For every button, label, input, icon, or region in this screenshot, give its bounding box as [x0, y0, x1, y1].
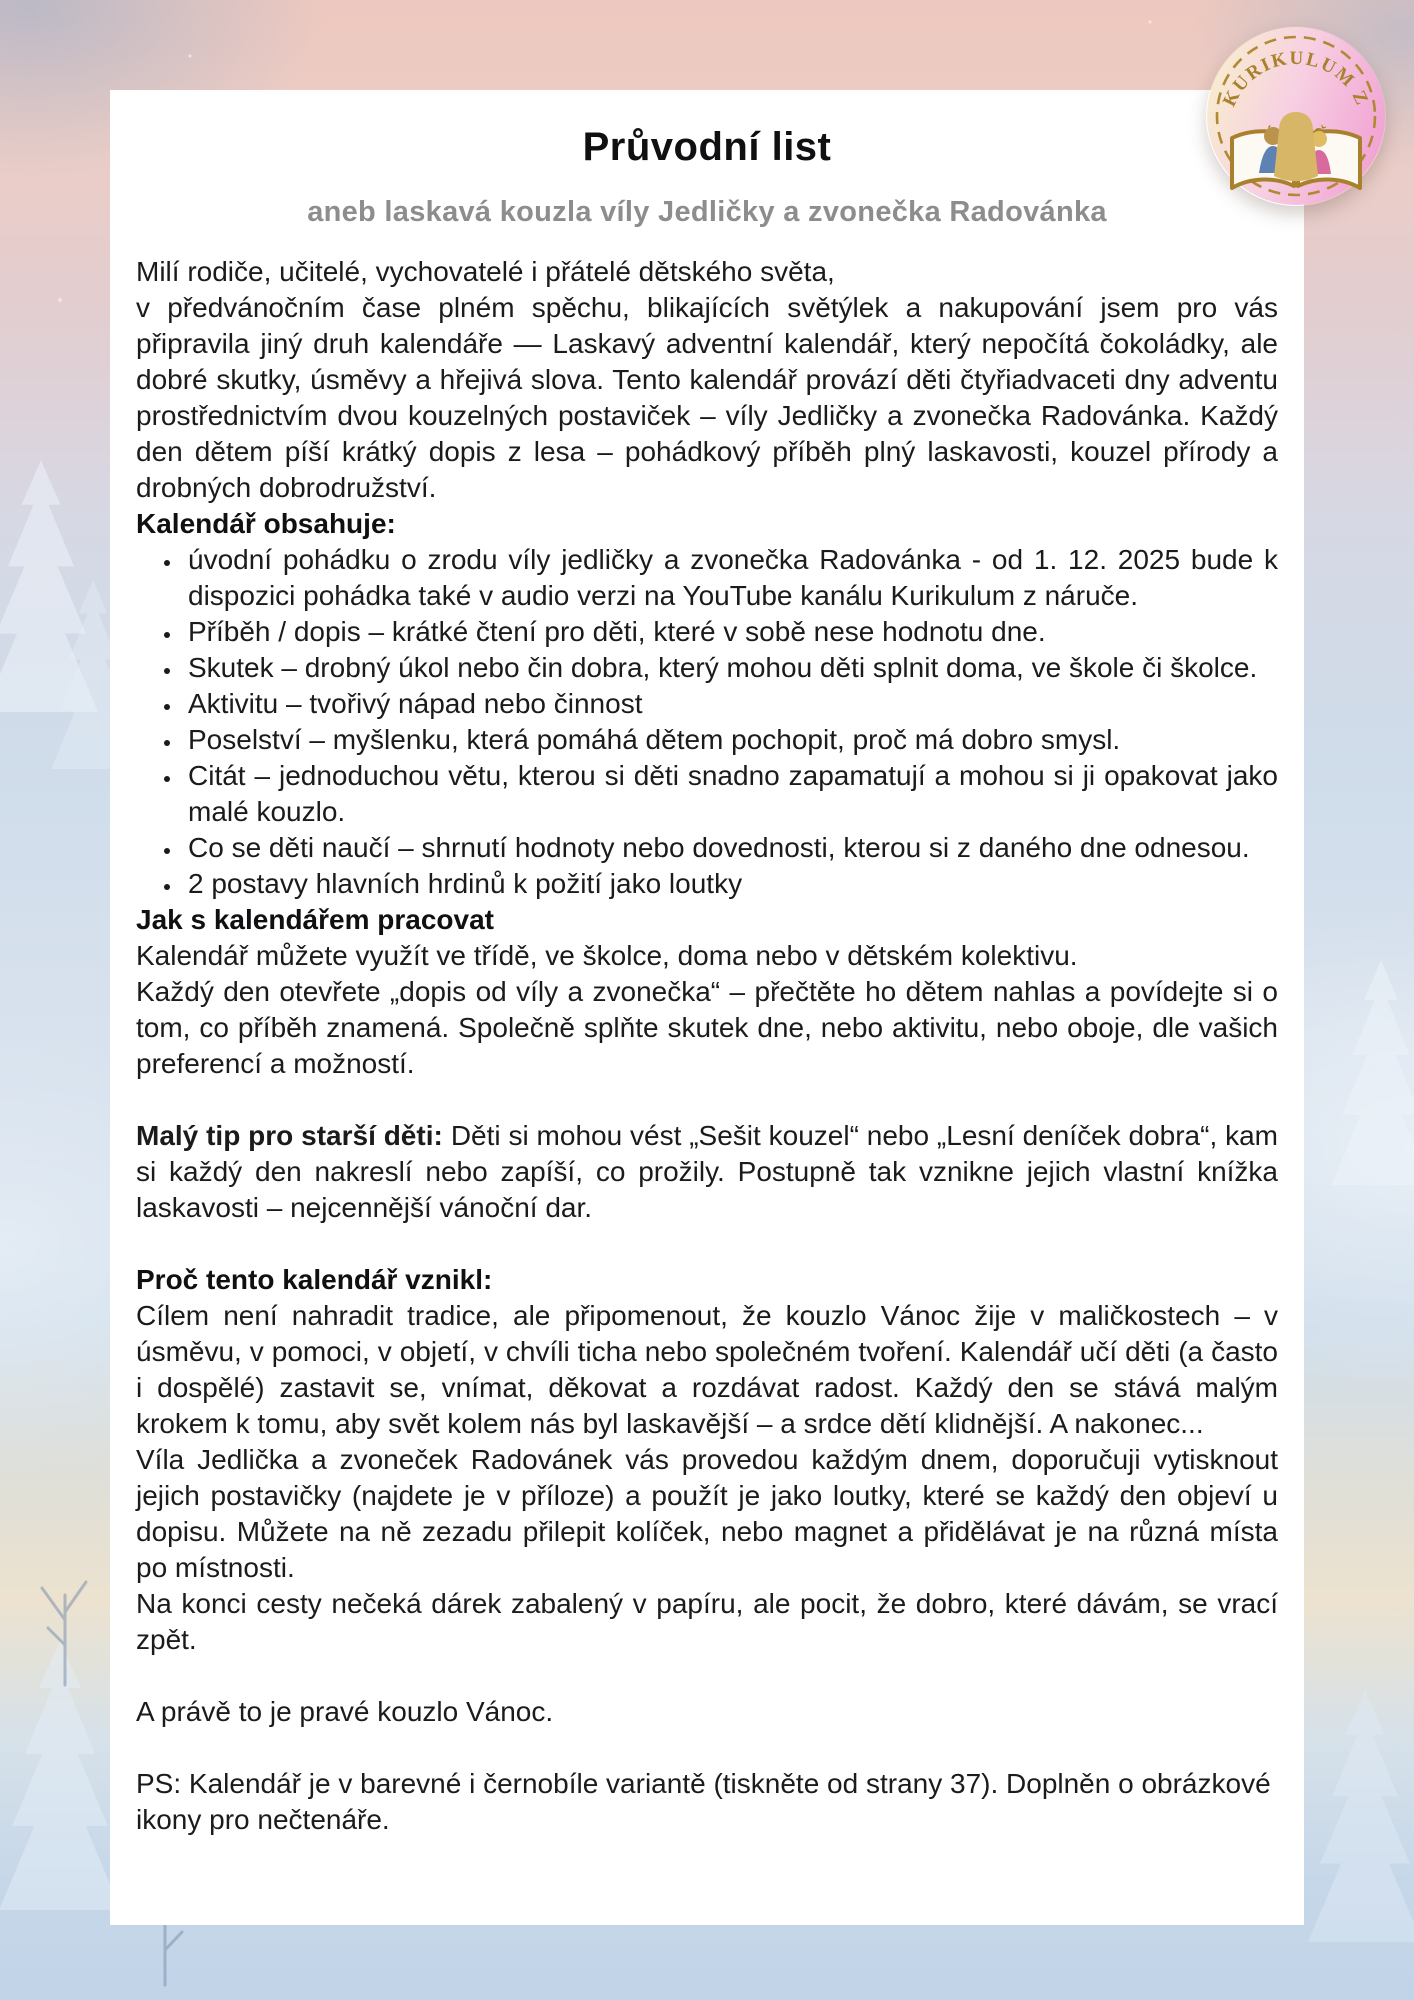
- why-paragraph-1: Cílem není nahradit tradice, ale připomenout, že kouzlo Vánoc žije v maličkostech – v úsměvu, v pomoci, v objetí, v chvíli ticha nebo společném tvoření. Kalendář učí děti (a často i dospělé) zastavit se, vnímat, děkovat a rozdávat radost. Každý den se stává malým krokem k tomu, aby svět kolem nás byl laskavější – a srdce dětí klidnější. A nakonec...: [136, 1300, 1278, 1439]
- fir-tree-decoration: [1316, 960, 1414, 1210]
- calendar-contents-list: [136, 542, 1278, 902]
- how-to-paragraph-1: Kalendář můžete využít ve třídě, ve školce, doma nebo v dětském kolektivu.: [136, 940, 1078, 971]
- heading-how-to-work: Jak s kalendářem pracovat: [136, 904, 494, 935]
- page-subtitle: aneb laskavá kouzla víly Jedličky a zvonečka Radovánka: [307, 196, 1107, 228]
- tip-paragraph: [136, 1118, 1278, 1226]
- why-paragraph-3: Na konci cesty nečeká dárek zabalený v papíru, ale pocit, že dobro, které dávám, se vrací zpět.: [136, 1588, 1278, 1655]
- spacer: [136, 1082, 1278, 1118]
- spacer: [136, 1658, 1278, 1694]
- page-title: Průvodní list: [582, 125, 832, 169]
- intro-salutation: Milí rodiče, učitelé, vychovatelé i přátelé dětského světa,: [136, 256, 835, 287]
- list-item: • Poselství – myšlenku, která pomáhá dětem pochopit, proč má dobro smysl.: [183, 722, 1278, 758]
- twig-decoration: [20, 1540, 110, 1690]
- heading-calendar-contains: Kalendář obsahuje:: [136, 508, 396, 539]
- list-item: • úvodní pohádku o zrodu víly jedličky a zvonečka Radovánka - od 1. 12. 2025 bude k dispozici pohádka také v audio verzi na YouTube kanálu Kurikulum z náruče.: [183, 542, 1278, 614]
- ps-note: PS: Kalendář je v barevné i černobíle variantě (tiskněte od strany 37). Doplněn o obrázkové ikony pro nečtenáře.: [136, 1768, 1271, 1835]
- closing-line: A právě to je pravé kouzlo Vánoc.: [136, 1696, 554, 1727]
- list-item: • Citát – jednoduchou větu, kterou si děti snadno zapamatují a mohou si ji opakovat jako malé kouzlo.: [183, 758, 1278, 830]
- list-item: • Co se děti naučí – shrnutí hodnoty nebo dovednosti, kterou si z daného dne odnesou.: [183, 830, 1278, 866]
- fir-tree-decoration: [1290, 1690, 1414, 1970]
- list-item: • Příběh / dopis – krátké čtení pro děti, které v sobě nese hodnotu dne.: [183, 614, 1278, 650]
- list-item: • Skutek – drobný úkol nebo čin dobra, který mohou děti splnit doma, ve škole či školce.: [183, 650, 1278, 686]
- tip-text: Děti si mohou vést „Sešit kouzel“ nebo „Lesní deníček dobra“, kam si každý den nakreslí nebo zapíší, co prožily. Postupně tak vznikne jejich vlastní knížka laskavosti – nejcennější vánoční dar.: [136, 1120, 1278, 1223]
- spacer: [136, 1730, 1278, 1766]
- heading-why-created: Proč tento kalendář vznikl:: [136, 1264, 493, 1295]
- logo-arc-text-line1: KURIKULUM Z: [1219, 47, 1373, 110]
- tip-label: Malý tip pro starší děti:: [136, 1120, 443, 1151]
- list-item: • 2 postavy hlavních hrdinů k požití jako loutky: [183, 866, 1278, 902]
- logo-illustration: [1206, 26, 1386, 206]
- list-item: • Aktivitu – tvořivý nápad nebo činnost: [183, 686, 1278, 722]
- why-paragraph-2: Víla Jedlička a zvoneček Radovánek vás provedou každým dnem, doporučuji vytisknout jejich postavičky (najdete je v příloze) a použít je jako loutky, které se každý den objeví u dopisu. Můžete na ně zezadu přilepit kolíček, nebo magnet a přidělávat je na různá místa po místnosti.: [136, 1444, 1278, 1583]
- how-to-paragraph-2: Každý den otevřete „dopis od víly a zvonečka“ – přečtěte ho dětem nahlas a povídejte si o tom, co příběh znamená. Společně splňte skutek dne, nebo aktivitu, nebo oboje, dle vašich preferencí a možností.: [136, 976, 1278, 1079]
- kurikulum-z-naruce-logo: [1206, 26, 1386, 206]
- letter-card: [110, 90, 1304, 1925]
- intro-body: v předvánočním čase plném spěchu, blikajících světýlek a nakupování jsem pro vás připravila jiný druh kalendáře — Laskavý adventní kalendář, který nepočítá čokoládky, ale dobré skutky, úsměvy a hřejivá slova. Tento kalendář provází děti čtyřiadvaceti dny adventu prostřednictvím dvou kouzelných postaviček – víly Jedličky a zvonečka Radovánka. Každý den dětem píší krátký dopis z lesa – pohádkový příběh plný laskavosti, kouzel přírody a drobných dobrodružství.: [136, 292, 1278, 503]
- spacer: [136, 1226, 1278, 1262]
